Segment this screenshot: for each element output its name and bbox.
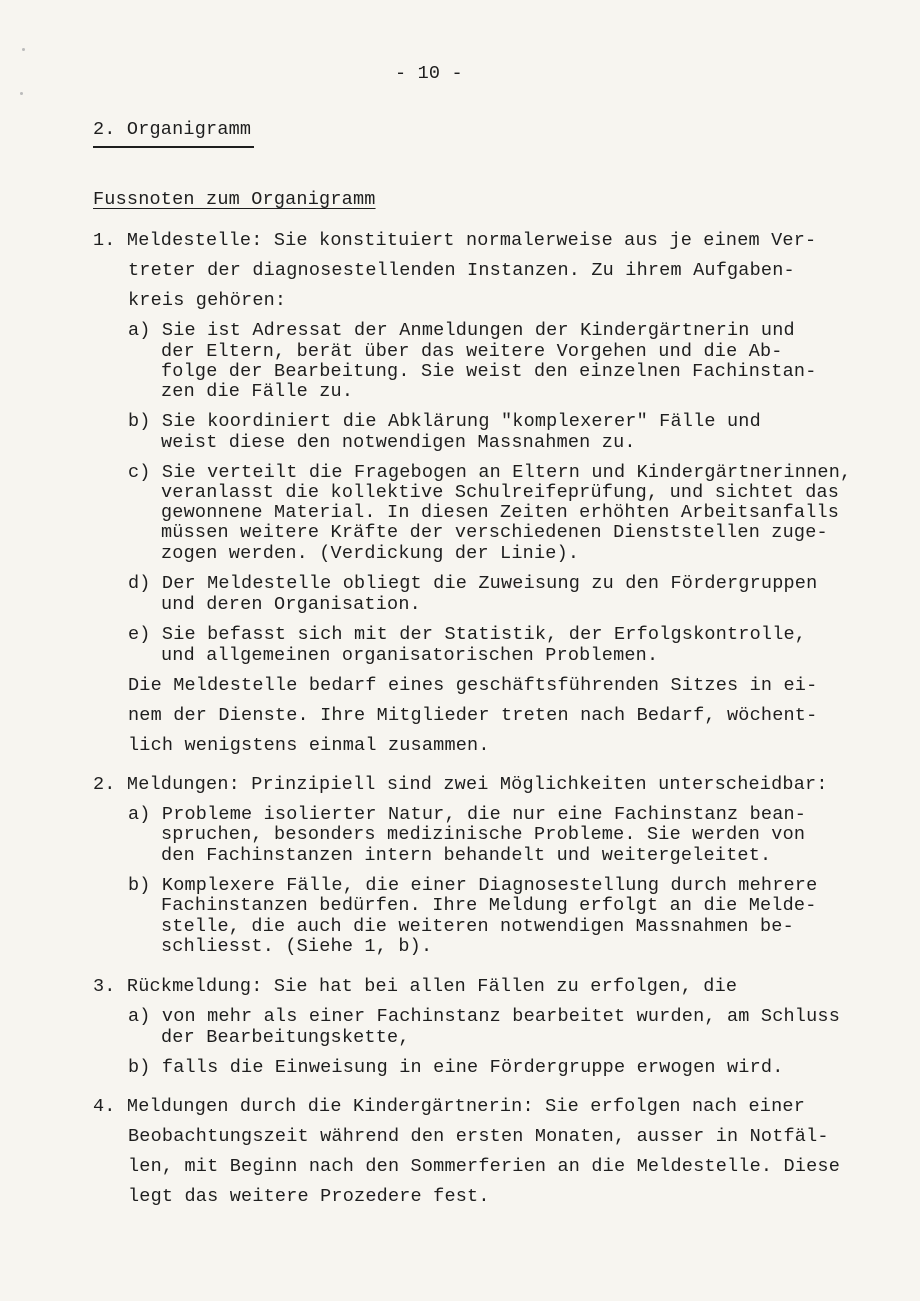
paper-speck (22, 48, 25, 51)
text-line: a) von mehr als einer Fachinstanz bearbeitet wurden, am Schluss (128, 1006, 841, 1027)
page-number: - 10 - (395, 63, 463, 84)
text-line: e) Sie befasst sich mit der Statistik, der Erfolgskontrolle, (128, 624, 807, 645)
text-line: schliesst. (Siehe 1, b). (161, 936, 433, 957)
text-line: kreis gehören: (128, 290, 287, 311)
text-line: zogen werden. (Verdickung der Linie). (161, 543, 580, 564)
paper-speck (20, 92, 23, 95)
text-line: den Fachinstanzen intern behandelt und weitergeleitet. (161, 845, 772, 866)
text-line: 2. Meldungen: Prinzipiell sind zwei Möglichkeiten unterscheidbar: (93, 774, 828, 795)
text-line: Beobachtungszeit während den ersten Monaten, ausser in Notfäl- (128, 1126, 829, 1147)
text-line: und deren Organisation. (161, 594, 421, 615)
text-line: a) Probleme isolierter Natur, die nur eine Fachinstanz bean- (128, 804, 807, 825)
text-line: b) Sie koordiniert die Abklärung "komplexerer" Fälle und (128, 411, 761, 432)
text-line: c) Sie verteilt die Fragebogen an Eltern und Kindergärtnerinnen, (128, 462, 852, 483)
subheading: Fussnoten zum Organigramm (93, 189, 376, 210)
text-line: weist diese den notwendigen Massnahmen zu. (161, 432, 636, 453)
text-line: legt das weitere Prozedere fest. (128, 1186, 490, 1207)
text-line: Fachinstanzen bedürfen. Ihre Meldung erfolgt an die Melde- (161, 895, 817, 916)
text-line: stelle, die auch die weiteren notwendigen Massnahmen be- (161, 916, 794, 937)
text-line: a) Sie ist Adressat der Anmeldungen der Kindergärtnerin und (128, 320, 795, 341)
text-line: spruchen, besonders medizinische Probleme. Sie werden von (161, 824, 806, 845)
text-line: d) Der Meldestelle obliegt die Zuweisung zu den Fördergruppen (128, 573, 818, 594)
text-line: len, mit Beginn nach den Sommerferien an die Meldestelle. Diese (128, 1156, 841, 1177)
text-line: b) Komplexere Fälle, die einer Diagnosestellung durch mehrere (128, 875, 818, 896)
text-line: zen die Fälle zu. (161, 381, 354, 402)
text-line: b) falls die Einweisung in eine Fördergruppe erwogen wird. (128, 1057, 784, 1078)
text-line: der Bearbeitungskette, (161, 1027, 410, 1048)
section-heading: 2. Organigramm (93, 119, 252, 140)
text-line: müssen weitere Kräfte der verschiedenen Dienststellen zuge- (161, 522, 828, 543)
text-line: lich wenigstens einmal zusammen. (128, 735, 490, 756)
text-line: gewonnene Material. In diesen Zeiten erhöhten Arbeitsanfalls (161, 502, 840, 523)
text-line: treter der diagnosestellenden Instanzen. Zu ihrem Aufgaben- (128, 260, 795, 281)
heading-underline (93, 146, 254, 148)
text-line: Die Meldestelle bedarf eines geschäftsführenden Sitzes in ei- (128, 675, 818, 696)
text-line: der Eltern, berät über das weitere Vorgehen und die Ab- (161, 341, 783, 362)
text-line: veranlasst die kollektive Schulreifeprüfung, und sichtet das (161, 482, 840, 503)
text-line: folge der Bearbeitung. Sie weist den einzelnen Fachinstan- (161, 361, 817, 382)
text-line: 3. Rückmeldung: Sie hat bei allen Fällen zu erfolgen, die (93, 976, 738, 997)
text-line: 1. Meldestelle: Sie konstituiert normalerweise aus je einem Ver- (93, 230, 817, 251)
text-line: und allgemeinen organisatorischen Problemen. (161, 645, 659, 666)
text-line: 4. Meldungen durch die Kindergärtnerin: Sie erfolgen nach einer (93, 1096, 806, 1117)
text-line: nem der Dienste. Ihre Mitglieder treten nach Bedarf, wöchent- (128, 705, 818, 726)
